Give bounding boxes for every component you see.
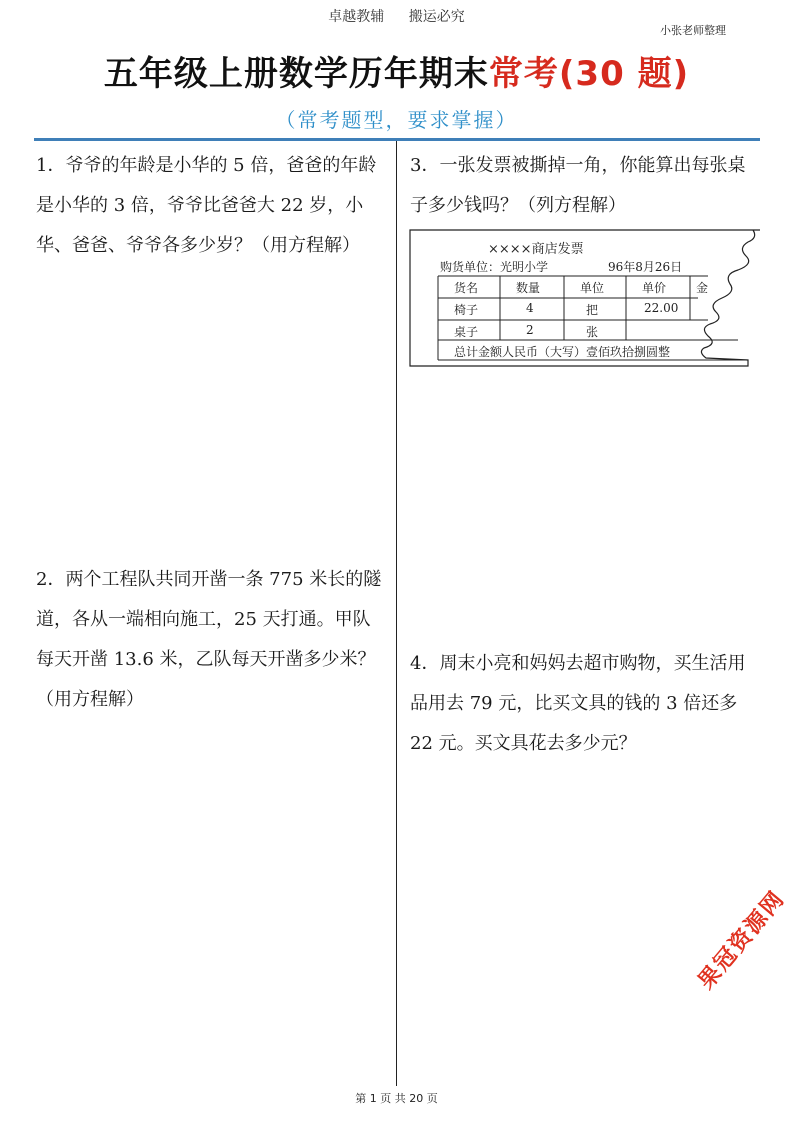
invoice-header-cell: 单价 [642, 281, 667, 295]
invoice-cell: 4 [526, 301, 534, 315]
page-number: 第 1 页 共 20 页 [355, 1092, 438, 1105]
invoice-header-cell: 金 [696, 281, 709, 295]
page-subtitle: （常考题型，要求掌握） [275, 108, 518, 132]
question-3: 3．一张发票被撕掉一角，你能算出每张桌子多少钱吗？（列方程解） [410, 155, 746, 216]
invoice-date: 96年8月26日 [608, 260, 683, 274]
torn-invoice [408, 226, 760, 368]
invoice-cell: 张 [586, 325, 599, 339]
header-rule [34, 138, 760, 141]
invoice-header-cell: 货名 [454, 281, 479, 295]
invoice-header-cell: 数量 [516, 281, 541, 295]
invoice-cell: 22.00 [644, 301, 679, 315]
title-highlight: 常考(30 题) [488, 54, 690, 94]
header-left-text: 卓越教辅 [328, 9, 385, 25]
column-divider [396, 141, 397, 1086]
invoice-cell: 桌子 [454, 325, 479, 339]
watermark: 果冠资源网 [693, 886, 791, 995]
title-main: 五年级上册数学历年期末 [103, 54, 489, 94]
invoice-cell: 2 [526, 323, 534, 337]
invoice-cell: 椅子 [454, 303, 479, 317]
invoice-cell: 把 [586, 303, 599, 317]
question-2: 2．两个工程队共同开凿一条 775 米长的隧道，各从一端相向施工，25 天打通。甲队每天开凿 13.6 米，乙队每天开凿多少米？（用方程解） [36, 569, 382, 710]
invoice-total: 总计金额人民币（大写）壹佰玖拾捌圆整 [454, 345, 671, 359]
question-1: 1．爷爷的年龄是小华的 5 倍，爸爸的年龄是小华的 3 倍，爷爷比爸爸大 22 岁，小华、爸爸、爷爷各多少岁？（用方程解） [36, 155, 377, 256]
invoice-buyer: 购货单位：光明小学 [440, 260, 549, 274]
invoice-title: ××××商店发票 [488, 242, 584, 257]
invoice-header-cell: 单位 [580, 281, 605, 295]
page-title [0, 46, 793, 95]
header-right-text: 搬运必究 [408, 9, 465, 25]
question-4: 4．周末小亮和妈妈去超市购物，买生活用品用去 79 元，比买文具的钱的 3 倍还多 22 元。买文具花去多少元？ [410, 653, 746, 754]
compiler-note: 小张老师整理 [660, 24, 726, 37]
